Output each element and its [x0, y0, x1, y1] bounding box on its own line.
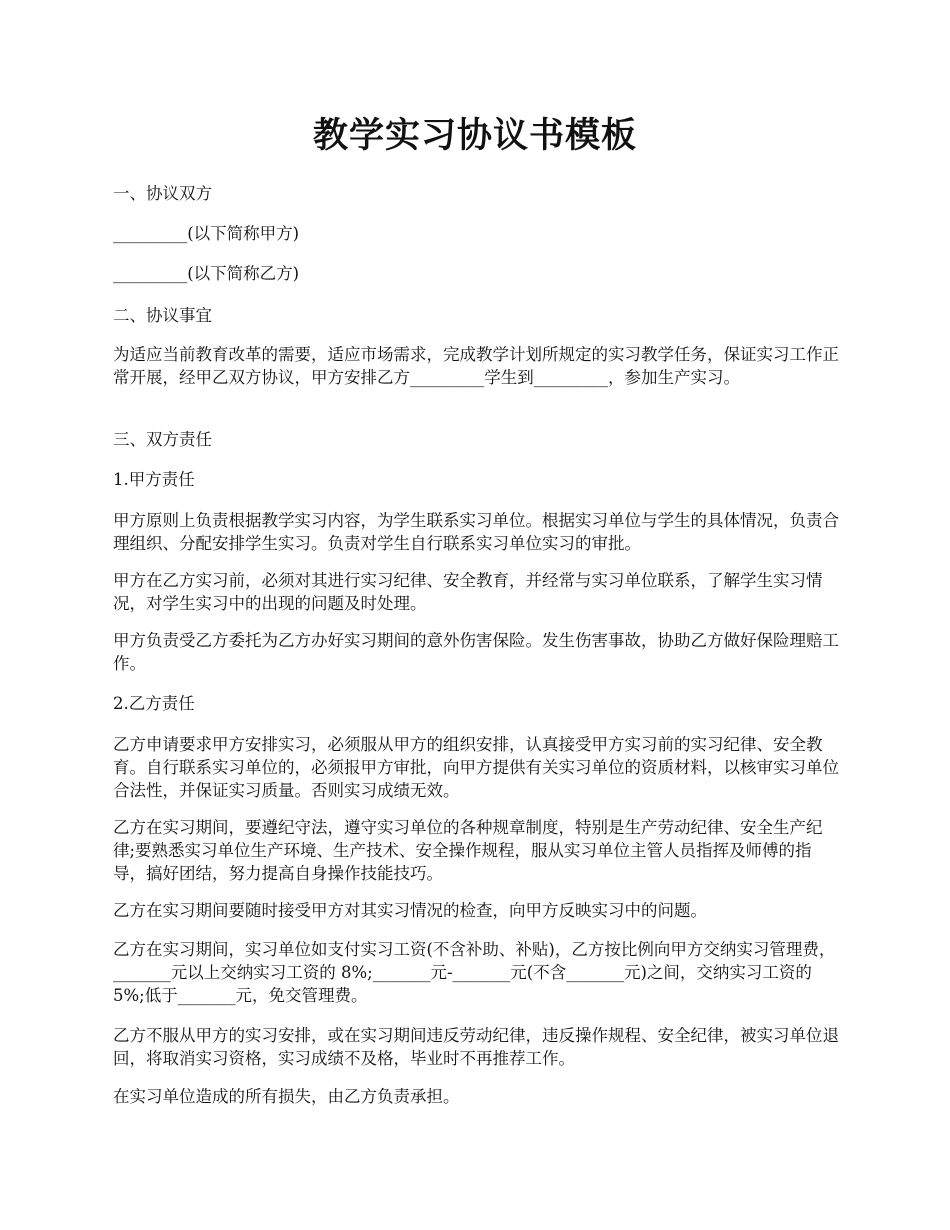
body-paragraph: 在实习单位造成的所有损失，由乙方负责承担。	[113, 1087, 460, 1106]
body-paragraph: 甲方负责受乙方委托为乙方办好实习期间的意外伤害保险。发生伤害事故，协助乙方做好保险理赔工作。	[113, 631, 839, 673]
party-b-line: _________(以下简称乙方)	[113, 264, 300, 283]
section-heading: 一、协议双方	[113, 184, 212, 203]
subsection-heading: 2.乙方责任	[113, 694, 195, 713]
body-paragraph: 为适应当前教育改革的需要，适应市场需求，完成教学计划所规定的实习教学任务，保证实习工作正常开展，经甲乙双方协议，甲方安排乙方_________学生到_________，参加生产实习。	[113, 345, 839, 387]
document-title: 教学实习协议书模板	[312, 115, 637, 156]
body-paragraph: 乙方申请要求甲方安排实习，必须服从甲方的组织安排，认真接受甲方实习前的实习纪律、安全教育。自行联系实习单位的，必须报甲方审批，向甲方提供有关实习单位的资质材料，以核审实习单位合法性，并保证实习质量。否则实习成绩无效。	[113, 735, 839, 800]
body-paragraph: 甲方原则上负责根据教学实习内容，为学生联系实习单位。根据实习单位与学生的具体情况，负责合理组织、分配安排学生实习。负责对学生自行联系实习单位实习的审批。	[113, 511, 839, 553]
body-paragraph: 乙方不服从甲方的实习安排，或在实习期间违反劳动纪律，违反操作规程、安全纪律，被实习单位退回，将取消实习资格，实习成绩不及格，毕业时不再推荐工作。	[113, 1026, 839, 1068]
subsection-heading: 1.甲方责任	[113, 470, 195, 489]
section-heading: 二、协议事宜	[113, 306, 212, 325]
body-paragraph: 乙方在实习期间，要遵纪守法，遵守实习单位的各种规章制度，特别是生产劳动纪律、安全生产纪律;要熟悉实习单位生产环境、生产技术、安全操作规程，服从实习单位主管人员指挥及师傅的指导，搞好团结，努力提高自身操作技能技巧。	[113, 818, 823, 883]
body-paragraph: 甲方在乙方实习前，必须对其进行实习纪律、安全教育，并经常与实习单位联系，了解学生实习情况，对学生实习中的出现的问题及时处理。	[113, 571, 823, 613]
body-paragraph: 乙方在实习期间，实习单位如支付实习工资(不含补助、补贴)，乙方按比例向甲方交纳实习管理费，_______元以上交纳实习工资的 8%;_______元-_______元(不含_______元)之间，交纳实习工资的 5%;低于_______元，免交管理费。	[113, 940, 836, 1005]
party-a-line: _________(以下简称甲方)	[113, 224, 300, 243]
body-paragraph: 乙方在实习期间要随时接受甲方对其实习情况的检查，向甲方反映实习中的问题。	[113, 901, 707, 920]
section-heading: 三、双方责任	[113, 430, 212, 449]
